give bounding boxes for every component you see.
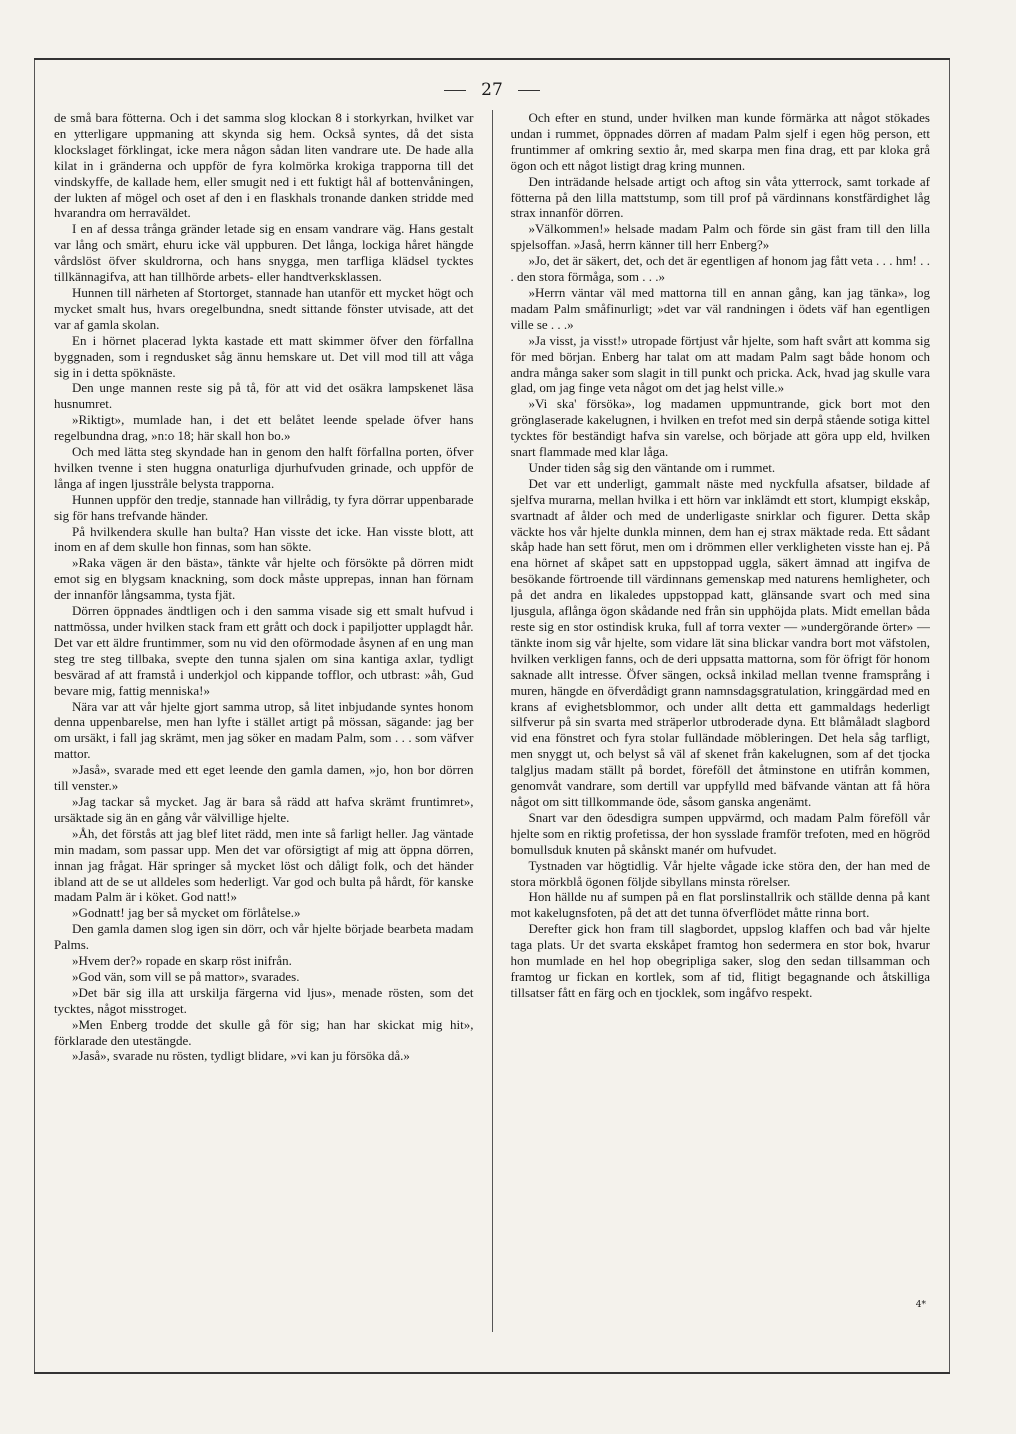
paragraph: »Jag tackar så mycket. Jag är bara så rädd att hafva skrämt fruntimret», ursäktade sig än en gång vår välvillige hjelte. <box>54 793 474 825</box>
paragraph: »Riktigt», mumlade han, i det ett belåtet leende spelade öfver hans regelbundna drag, »n:o 18; här skall hon bo.» <box>54 412 474 444</box>
right-column <box>511 110 931 1332</box>
left-border <box>34 60 35 1372</box>
paragraph: »Hvem der?» ropade en skarp röst inifrån. <box>72 953 292 969</box>
paragraph: Den unge mannen reste sig på tå, för att vid det osäkra lampskenet läsa husnumret. <box>54 380 474 412</box>
paragraph: »Åh, det förstås att jag blef litet rädd, men inte så farligt heller. Jag väntade min madam, som passar upp. Men det var oförsigtigt af mig att öppna dörren, innan jag frågat. Här springer så mycket löst och dåligt folk, och det händer ibland att de se ut alldeles som hederligt. Var god och bulta på hårdt, för kanske madam Palm är i köket. God natt!» <box>54 825 474 905</box>
paragraph: »Jaså», svarade nu rösten, tydligt blidare, »vi kan ju försöka då.» <box>72 1048 410 1064</box>
column-divider <box>492 110 493 1332</box>
left-column <box>54 110 474 1332</box>
signature-mark: 4* <box>915 1300 926 1310</box>
text-columns <box>54 110 930 1332</box>
paragraph: »Godnatt! jag ber så mycket om förlåtelse.» <box>72 905 301 921</box>
paragraph: »Men Enberg trodde det skulle gå för sig; han har skickat mig hit», förklarade den utestängde. <box>54 1016 474 1048</box>
header-dash-left <box>444 90 466 91</box>
paragraph: Snart var den ödesdigra sumpen uppvärmd, och madam Palm föreföll vår hjelte som en riktig profetissa, der hon sysslade framför trefoten, med en högröd bomullsduk knuten på skånskt manér om hufvudet. <box>510 809 930 857</box>
page-number: 27 <box>481 80 503 100</box>
paragraph: Det var ett underligt, gammalt näste med nyckfulla afsatser, bildade af sjelfva murarna, mellan hvilka i ett hörn var inklämdt ett stort, klumpigt ekskåp, svartnadt af ålder och med de underligaste snirklar och figurer. Detta skåp väckte hos vår hjelte dunkla minnen, dem han ej strax mäktade reda. Ett sådant skåp hade han sett förut, men om i drömmen eller verkligheten visste han ej. På ena hörnet af skåpet satt en uppstoppad uggla, säkert ämnad att ingifva de besökande förtroende till värdinnans gemenskap med naturens hemligheter, och på det andra en likaledes uppstoppad katt, glänsande svart och med sina ljusgula, aflånga ögon skådande ned från sin upphöjda plats. Midt emellan båda reste sig en stor ostindisk kruka, full af torra vexter — »undergörande örter» — tänkte inom sig vår hjelte, som vidare lät sina blickar vandra bort mot väfstolen, hvilken verkligen fanns, och de deri uppsatta mattorna, som för öfrigt för honom saknade allt intresse. Öfver sängen, också inkilad mellan tvenne framsprång i muren, hängde en öfverdådigt grann namnsdagsgratulation, kringgärdad med en krans af evighetsblommor, och under allt detta ett gammaldags hederligt silfverur på sin svarta med sträperlor utbroderade dyna. Ett blåmåladt slagbord vid ena fönstret och fyra stolar fulländade möbleringen. Det hela såg tarfligt, men snyggt ut, och belyst så väl af skenet från kakelugnen, som af det tjocka talgljus madam ställt på bordet, föreföll det åtminstone en utifrån kommen, genomvåt vandrare, som dertill var uppfylld med bäfvande väntan att få höra något om sitt tillkommande öde, såsom ganska angenämt. <box>510 475 930 809</box>
paragraph: En i hörnet placerad lykta kastade ett matt skimmer öfver den förfallna byggnaden, som i regndusket såg ännu hemskare ut. Det vill mod till att våga sig in i detta spöknäste. <box>54 332 474 380</box>
header-dash-right <box>518 90 540 91</box>
paragraph: »Ja visst, ja visst!» utropade förtjust vår hjelte, som haft svårt att komma sig för med början. Enberg har talat om att madam Palm sagt både honom och andra många saker som slagit in till punkt och pricka. Ack, hvad jag skulle vara glad, om jag finge veta något om det jag helst ville.» <box>510 332 930 396</box>
paragraph: »Herrn väntar väl med mattorna till en annan gång, kan jag tänka», log madam Palm småfinurligt; »det var väl randningen i ödets väf han egentligen ville se . . .» <box>510 284 930 332</box>
paragraph: Och efter en stund, under hvilken man kunde förmärka att något stökades undan i rummet, öppnades dörren af madam Palm sjelf i egen hög person, ett fruntimmer af omkring sextio år, med skarpa men fina drag, ett par kloka grå ögon och ett något listigt drag kring munnen. <box>510 110 930 173</box>
paragraph: Hunnen uppför den tredje, stannade han villrådig, ty fyra dörrar uppenbarade sig för hans trefvande händer. <box>54 491 474 523</box>
paragraph: Nära var att vår hjelte gjort samma utrop, så litet inbjudande syntes honom denna uppenbarelse, men han lyfte i stället artigt på mössan, sägande: jag ber om ursäkt, i fall jag skrämt, men jag söker en madam Palm, som . . . som väfver mattor. <box>54 698 474 762</box>
paragraph: Den gamla damen slog igen sin dörr, och vår hjelte började bearbeta madam Palms. <box>54 921 474 953</box>
paragraph: Under tiden såg sig den väntande om i rummet. <box>528 459 776 475</box>
page-frame <box>34 58 950 1374</box>
paragraph: de små bara fötterna. Och i det samma slog klockan 8 i storkyrkan, hvilket var en ytterligare uppmaning att skynda sig hem. Också syntes, då det sista klockslaget förklingat, icke mera någon sådan liten vandrare ute. De hade alla kilat in i gränderna och uppför de fyra kolmörka krokiga trapporna till det vindskyffe, de kallade hem, eller smugit ned i ett fuktigt hål af bottenvåningen, der lukten af mögel och oset af den i en flaskhals tronande danken stridde med hvarandra om herraväldet. <box>54 110 474 221</box>
paragraph: Hon hällde nu af sumpen på en flat porslinstallrik och ställde denna på kant mot kakelugnsfoten, på det att det tunna öfverflödet måtte rinna bort. <box>510 889 930 921</box>
right-border <box>949 60 950 1372</box>
paragraph: »Det bär sig illa att urskilja färgerna vid ljus», menade rösten, som det tycktes, något misstroget. <box>54 984 474 1016</box>
paragraph: »Välkommen!» helsade madam Palm och förde sin gäst fram till den lilla spjelsoffan. »Jaså, herrn känner till herr Enberg?» <box>510 221 930 253</box>
paragraph: »Vi ska' försöka», log madamen uppmuntrande, gick bort mot den grönglaserade kakelugnen, i hvilken en trefot med sin derpå stående sotiga kittel tycktes för beständigt hafva sin varelse, och började att göra upp eld, hvilken snart flammade med klar låga. <box>510 396 930 460</box>
paragraph: Derefter gick hon fram till slagbordet, uppslog klaffen och bad vår hjelte taga plats. Ur det svarta ekskåpet framtog hon sedermera en stor bok, hvarur hon mumlade en hel hop obegripliga saker, slog den sedan tillsamman och framtog ur fickan en kortlek, som af tid, flitigt begagnande och åtskilliga tillsatser fått en färg och en tjocklek, som ingåfvo respekt. <box>510 921 930 1000</box>
paragraph: Den inträdande helsade artigt och aftog sin våta ytterrock, samt torkade af fötterna på den lilla mattstump, som till prof på värdinnans konstfärdighet låg strax innanför dörren. <box>510 173 930 221</box>
paragraph: Dörren öppnades ändtligen och i den samma visade sig ett smalt hufvud i nattmössa, under hvilken stack fram ett grått och dock i papiljotter upplagdt hår. Det var ett äldre fruntimmer, som nu vid den oförmodade åsynen af en ung man steg tre steg tillbaka, svepte den tunna sjalen om sina kantiga axlar, tydligt besvärad af att framstå i underkjol och kippande tofflor, och utbrast: »åh, Gud bevare mig, fattig menniska!» <box>54 603 474 698</box>
paragraph: På hvilkendera skulle han bulta? Han visste det icke. Han visste blott, att inom en af dem skulle hon finnas, som han sökte. <box>54 523 474 555</box>
paragraph: »Raka vägen är den bästa», tänkte vår hjelte och försökte på dörren midt emot sig en blygsam knackning, som dock måste upprepas, innan han förnam der innanför långsamma, tysta fjät. <box>54 555 474 603</box>
paragraph: Och med lätta steg skyndade han in genom den halft förfallna porten, öfver hvilken tvenne i sten huggna onaturliga djurhufvuden grinade, och uppför de långa af ingen ljusstråle belysta trapporna. <box>54 444 474 491</box>
paragraph: »Jaså», svarade med ett eget leende den gamla damen, »jo, hon bor dörren till venster.» <box>54 762 474 794</box>
paragraph: Tystnaden var högtidlig. Vår hjelte vågade icke störa den, der han med de stora mörkblå ögonen följde sibyllans minsta rörelser. <box>510 857 930 889</box>
page-header <box>34 80 950 110</box>
paragraph: I en af dessa trånga gränder letade sig en ensam vandrare väg. Hans gestalt var lång och smärt, ehuru icke väl uppburen. Det långa, lockiga håret hängde vårdslöst öfver skuldrorna, och hans snygga, men tarfliga klädsel tycktes tillkännagifva, att han tillhörde arbets- eller handtverksklassen. <box>54 221 474 285</box>
paragraph: »God vän, som vill se på mattor», svarades. <box>72 968 300 984</box>
paragraph: »Jo, det är säkert, det, och det är egentligen af honom jag fått veta . . . hm! . . . den stora förmåga, som . . .» <box>510 253 930 285</box>
paragraph: Hunnen till närheten af Stortorget, stannade han utanför ett mycket högt och mycket smalt hus, hvars oregelbundna, snedt sittande fönster utvisade, att det var af gamla skolan. <box>54 284 474 332</box>
